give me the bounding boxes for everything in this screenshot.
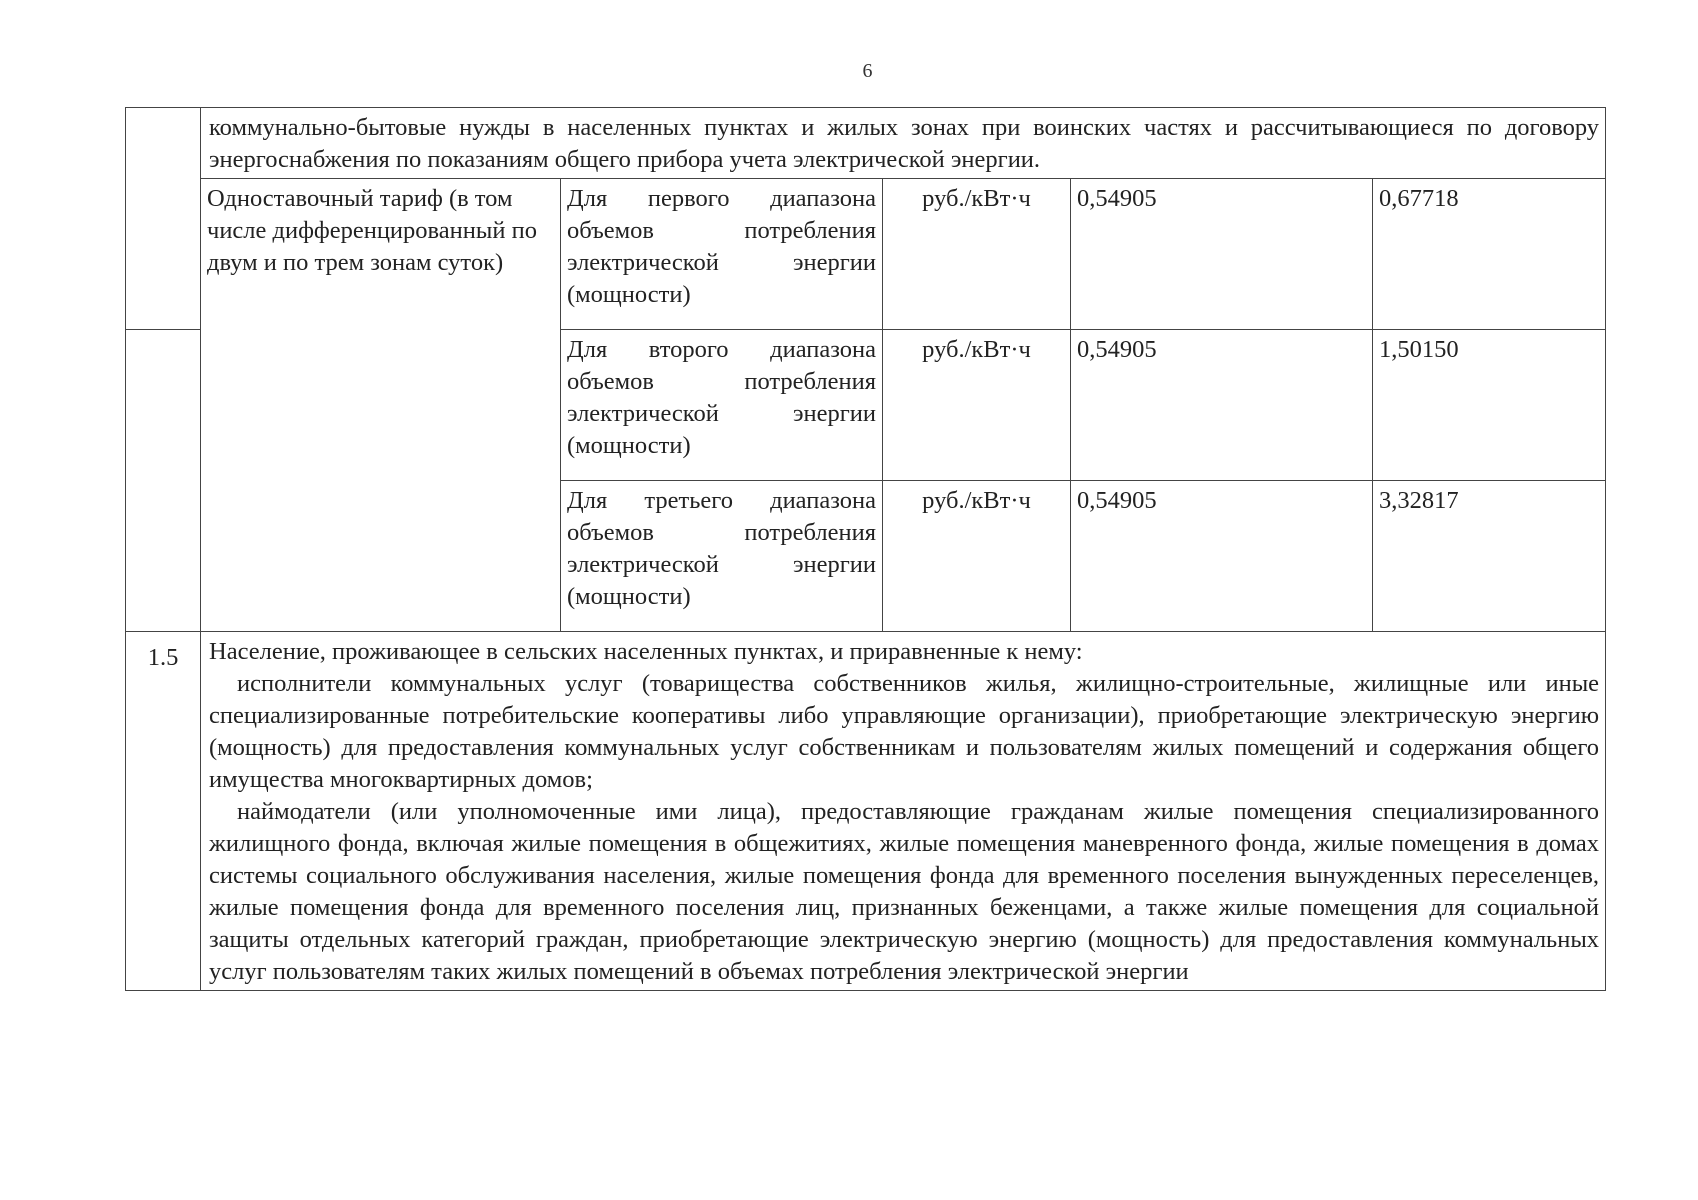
range-line: объемов потребления (567, 519, 876, 546)
tariff-table (125, 107, 1606, 991)
range-line: электрической энергии (567, 551, 876, 578)
range-cell (561, 330, 883, 481)
range-line: электрической энергии (567, 400, 876, 427)
unit-cell: руб./кВт·ч (883, 330, 1071, 481)
table-row (126, 632, 1606, 991)
section-heading: Население, проживающее в сельских населенных пунктах, и приравненные к нему: (209, 638, 1083, 665)
section-paragraph: наймодатели (или уполномоченные ими лица), предоставляющие гражданам жилые помещения специализированного жилищного фонда, включая жилые помещения в общежитиях, жилые помещения маневренного фонда, жилые помещения в домах системы социального обслуживания населения, жилые помещения фонда для временного поселения вынужденных переселенцев, жилые помещения фонда для временного поселения лиц, признанных беженцами, а также жилые помещения для социальной защиты отдельных категорий граждан, приобретающие электрическую энергию (мощность) для предоставления коммунальных услуг пользователям таких жилых помещений в объемах потребления электрической энергии (209, 798, 1600, 985)
section-text-cell (201, 632, 1606, 991)
value2-cell: 3,32817 (1373, 481, 1606, 632)
range-line: Для третьего диапазона (567, 487, 876, 514)
page-number: 6 (862, 60, 873, 82)
range-line: (мощности) (567, 281, 691, 308)
range-line: Для первого диапазона (567, 185, 876, 212)
unit-cell: руб./кВт·ч (883, 179, 1071, 330)
value1-cell: 0,54905 (1071, 481, 1373, 632)
range-cell (561, 481, 883, 632)
row-number-cell (126, 108, 201, 330)
value2-cell: 0,67718 (1373, 179, 1606, 330)
value1-cell: 0,54905 (1071, 179, 1373, 330)
range-line: Для второго диапазона (567, 336, 876, 363)
table-row (126, 108, 1606, 179)
section-paragraph: исполнители коммунальных услуг (товарищества собственников жилья, жилищно-строительные, жилищные или иные специализированные потребительские кооперативы либо управляющие организации), приобретающие электрическую энергию (мощность) для предоставления коммунальных услуг собственникам и пользователям жилых помещений и содержания общего имущества многоквартирных домов; (209, 670, 1600, 793)
range-line: электрической энергии (567, 249, 876, 276)
range-cell (561, 179, 883, 330)
value1-cell: 0,54905 (1071, 330, 1373, 481)
range-line: объемов потребления (567, 368, 876, 395)
continuation-text: коммунально-бытовые нужды в населенных пунктах и жилых зонах при воинских частях и рассчитывающиеся по договору энергоснабжения по показаниям общего прибора учета электрической энергии. (201, 108, 1606, 179)
section-number: 1.5 (126, 632, 201, 991)
unit-cell: руб./кВт·ч (883, 481, 1071, 632)
table-row (126, 179, 1606, 330)
row-number-cell (126, 330, 201, 632)
range-line: (мощности) (567, 583, 691, 610)
range-line: (мощности) (567, 432, 691, 459)
tariff-name: Одноставочный тариф (в том числе дифференцированный по двум и по трем зонам суток) (201, 179, 561, 632)
range-line: объемов потребления (567, 217, 876, 244)
value2-cell: 1,50150 (1373, 330, 1606, 481)
